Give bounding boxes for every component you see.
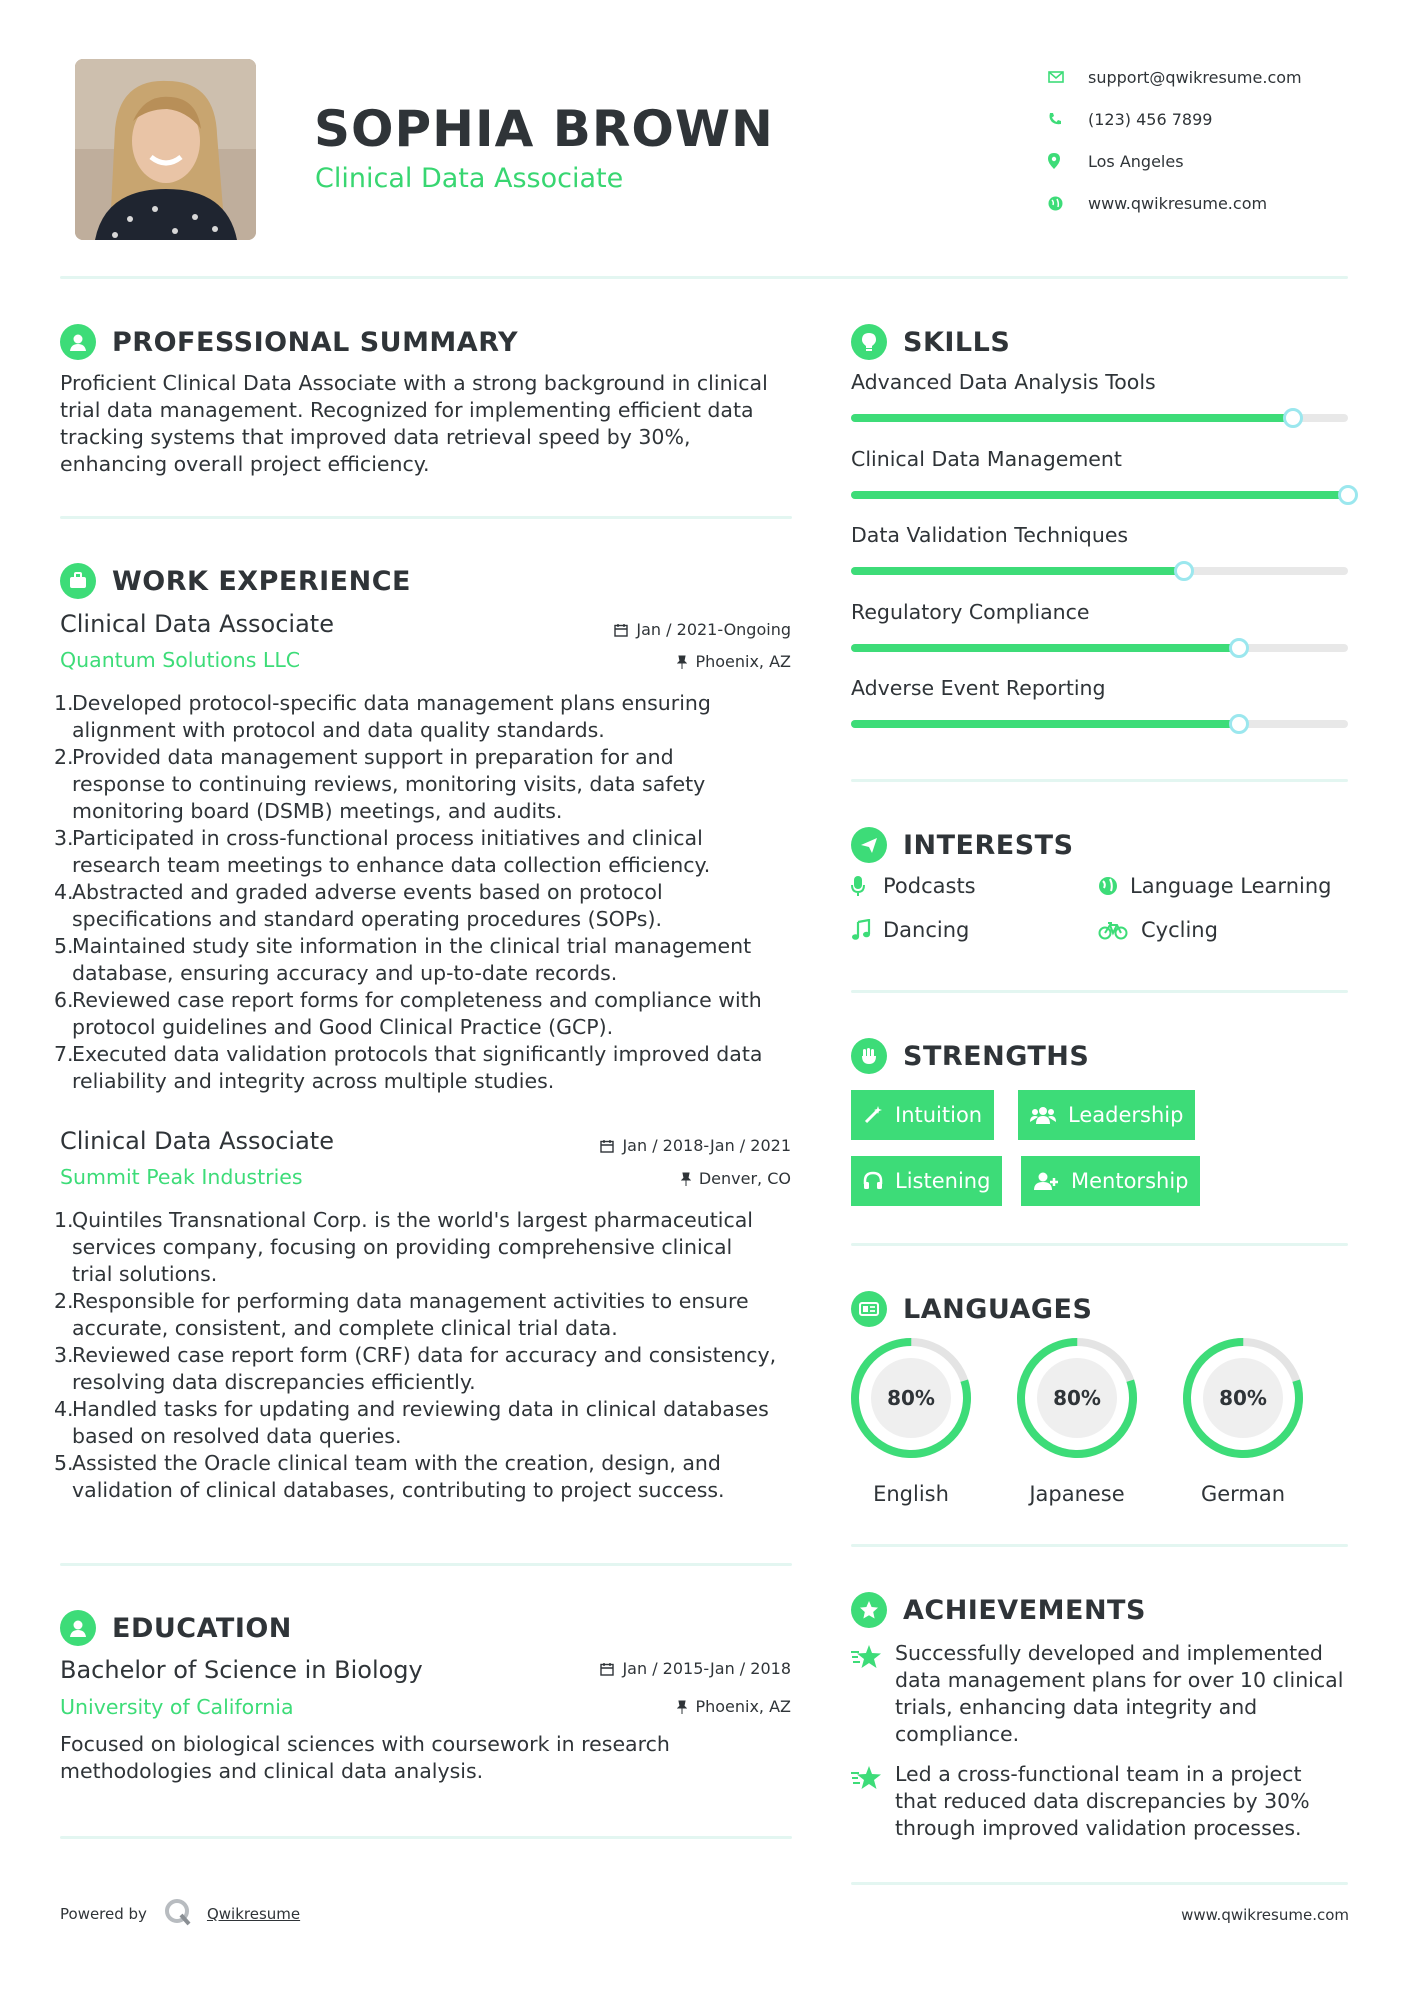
achievement-line: data management plans for over 10 clinical [895,1668,1344,1692]
skill-bar-fill [851,567,1184,575]
job-bullets [54,1207,814,1504]
job-location-text: Phoenix, AZ [695,652,791,671]
contact-email[interactable] [1048,56,1302,98]
list-item: 6. Reviewed case report forms for completeness and compliance with protocol guidelines and Good Clinical Practice (GCP). [54,988,762,1039]
skills-heading [851,324,1010,360]
skill-label: Adverse Event Reporting [851,676,1106,700]
list-item: 4. Abstracted and graded adverse events based on protocol specifications and standard operating procedures (SOPs). [54,880,663,931]
phone-icon [1048,110,1088,128]
magic-wand-icon [863,1105,883,1125]
language-name: Japanese [1029,1482,1125,1506]
powered-by-label: Powered by [60,1905,147,1923]
list-item: 1. Developed protocol-specific data management plans ensuring alignment with protocol and data quality standards. [54,691,711,742]
list-item: 5. Maintained study site information in the clinical trial management database, ensuring accuracy and up-to-date records. [54,934,752,985]
skill-bar [851,644,1348,652]
location-pin-icon [1048,152,1088,170]
work-title: WORK EXPERIENCE [112,565,411,597]
skill-bar-knob [1338,485,1358,505]
qwikresume-logo-icon [163,1897,193,1931]
strength-label: Listening [895,1169,991,1193]
user-plus-icon [1033,1171,1059,1191]
skill-bar [851,414,1348,422]
list-item: 5. Assisted the Oracle clinical team with the creation, design, and validation of clinical databases, contributing to project success. [54,1451,725,1502]
languages-heading [851,1291,1092,1327]
list-item: 2. Responsible for performing data management activities to ensure accurate, consistent, and complete clinical trial data. [54,1289,749,1340]
interest-label: Language Learning [1130,874,1332,898]
strength-label: Leadership [1068,1103,1184,1127]
interest-label: Dancing [883,918,970,942]
interest-podcasts [851,874,976,898]
education-location-text: Phoenix, AZ [695,1697,791,1716]
strength-tag-leadership [1018,1090,1195,1140]
job-date [600,1136,791,1155]
education-date [600,1659,791,1678]
achievement-line: that reduced data discrepancies by 30% [895,1789,1310,1813]
candidate-name: SOPHIA BROWN [314,100,774,158]
summary-line: enhancing overall project efficiency. [60,452,430,476]
interest-label: Podcasts [883,874,976,898]
contact-email-text: support@qwikresume.com [1088,67,1302,87]
list-item: 4. Handled tasks for updating and reviewing data in clinical databases based on resolved data queries. [54,1397,769,1448]
job-date-text: Jan / 2018-Jan / 2021 [622,1136,791,1155]
job-title: Clinical Data Associate [60,1127,334,1155]
globe-icon [1048,194,1088,212]
star-icon [851,1640,895,1748]
skill-label: Advanced Data Analysis Tools [851,370,1156,394]
graduation-icon [60,1610,96,1646]
summary-title: PROFESSIONAL SUMMARY [112,326,519,358]
globe-icon [1098,876,1130,896]
interest-dancing [851,918,969,942]
achievements-title: ACHIEVEMENTS [903,1594,1146,1626]
interests-heading [851,827,1074,863]
contact-location [1048,140,1302,182]
job-location-text: Denver, CO [698,1169,791,1188]
languages-title: LANGUAGES [903,1293,1093,1325]
job-location [681,1169,791,1188]
skill-bar [851,567,1348,575]
skill-label: Clinical Data Management [851,446,1122,471]
work-divider [60,1563,792,1566]
star-icon [851,1761,895,1842]
strength-label: Intuition [895,1103,983,1127]
microphone-icon [851,875,883,897]
education-description [60,1731,800,1785]
language-item [1015,1336,1139,1506]
skill-bar-fill [851,720,1239,728]
interests-divider [851,990,1348,993]
id-card-icon [851,1291,887,1327]
skill-bar-fill [851,491,1348,499]
pushpin-icon [681,1172,691,1186]
skills-divider [851,779,1348,782]
skills-title: SKILLS [903,326,1011,358]
skill-label: Data Validation Techniques [851,523,1129,547]
list-item: 3. Reviewed case report form (CRF) data for accuracy and consistency, resolving data discrepancies efficiently. [54,1343,777,1394]
contact-location-text: Los Angeles [1088,151,1184,171]
achievement-line: Led a cross-functional team in a project [895,1762,1302,1786]
summary-divider [60,516,792,519]
briefcase-icon [60,563,96,599]
job-date [614,620,791,639]
calendar-icon [600,1662,614,1676]
envelope-icon [1048,68,1088,86]
list-item: 1. Quintiles Transnational Corp. is the world's largest pharmaceutical services company, focusing on providing comprehensive clinical trial solutions. [54,1208,753,1286]
achievement-line: Successfully developed and implemented [895,1641,1323,1665]
contact-website-text: www.qwikresume.com [1088,193,1268,213]
interest-language-learning [1098,874,1331,898]
education-divider [60,1836,792,1839]
degree-title: Bachelor of Science in Biology [60,1656,423,1684]
lightbulb-icon [851,324,887,360]
skill-label: Regulatory Compliance [851,599,1090,624]
achievements-divider [851,1882,1348,1885]
contact-website[interactable] [1048,182,1302,224]
pushpin-icon [677,1700,687,1714]
footer-powered-by [60,1897,300,1931]
education-date-text: Jan / 2015-Jan / 2018 [622,1659,791,1678]
contact-phone[interactable] [1048,98,1302,140]
work-heading [60,563,411,599]
language-item [849,1336,973,1506]
skill-bar-knob [1174,561,1194,581]
strength-tag-listening [851,1156,1002,1206]
languages-divider [851,1544,1348,1547]
skill-bar [851,491,1348,499]
music-note-icon [851,919,883,941]
skill-bar-knob [1283,408,1303,428]
job-location [677,652,791,671]
job-title: Clinical Data Associate [60,610,334,638]
summary-line: trial data management. Recognized for implementing efficient data [60,398,754,422]
education-line: methodologies and clinical data analysis. [60,1759,484,1783]
strength-label: Mentorship [1071,1169,1189,1193]
user-circle-icon [60,324,96,360]
star-badge-icon [851,1592,887,1628]
language-item [1181,1336,1305,1506]
language-name: English [873,1482,949,1506]
calendar-icon [600,1139,614,1153]
job-date-text: Jan / 2021-Ongoing [636,620,791,639]
headphones-icon [863,1171,883,1191]
job-bullets [54,690,814,1095]
job-company: Summit Peak Industries [60,1165,303,1189]
summary-heading [60,324,518,360]
language-percent: 80% [1219,1386,1267,1410]
list-item: 2. Provided data management support in preparation for and response to continuing reviews, monitoring visits, data safety monitoring board (DSMB) meetings, and audits. [54,745,706,823]
strengths-title: STRENGTHS [903,1040,1090,1072]
language-name: German [1200,1482,1286,1506]
fist-icon [851,1038,887,1074]
education-line: Focused on biological sciences with coursework in research [60,1732,670,1756]
profile-photo [75,59,256,240]
summary-line: tracking systems that improved data retrieval speed by 30%, [60,425,691,449]
contact-phone-text: (123) 456 7899 [1088,109,1213,129]
language-percent: 80% [1053,1386,1101,1410]
skill-bar [851,720,1348,728]
achievement-item [851,1761,1351,1842]
education-title: EDUCATION [112,1612,292,1644]
skill-bar-fill [851,414,1293,422]
users-icon [1030,1105,1056,1125]
pushpin-icon [677,655,687,669]
paper-plane-icon [851,827,887,863]
summary-text [60,370,800,478]
footer-url[interactable]: www.qwikresume.com [1181,1906,1349,1924]
summary-line: Proficient Clinical Data Associate with a strong background in clinical [60,371,768,395]
strengths-heading [851,1038,1089,1074]
job-company: Quantum Solutions LLC [60,648,301,672]
skill-bar-knob [1229,638,1249,658]
school-name: University of California [60,1695,294,1719]
interests-title: INTERESTS [903,829,1074,861]
calendar-icon [614,623,628,637]
list-item: 7. Executed data validation protocols that significantly improved data reliability and integrity across multiple studies. [54,1042,763,1093]
strength-tag-mentorship [1021,1156,1200,1206]
bicycle-icon [1098,920,1141,940]
achievement-line: compliance. [895,1722,1020,1746]
strengths-divider [851,1243,1348,1246]
header-divider [60,276,1348,279]
education-heading [60,1610,292,1646]
qwikresume-link[interactable]: Qwikresume [206,1905,301,1923]
achievements-heading [851,1592,1146,1628]
interest-cycling [1098,918,1218,942]
interest-label: Cycling [1141,918,1218,942]
skill-bar-fill [851,644,1239,652]
language-percent: 80% [887,1386,935,1410]
skill-bar-knob [1229,714,1249,734]
achievement-line: trials, enhancing data integrity and [895,1695,1258,1719]
achievement-item [851,1640,1351,1748]
candidate-title: Clinical Data Associate [315,163,624,194]
education-location [677,1697,791,1716]
contact-list [1048,56,1302,224]
list-item: 3. Participated in cross-functional process initiatives and clinical research team meetings to enhance data collection efficiency. [54,826,711,877]
strength-tag-intuition [851,1090,994,1140]
achievement-line: through improved validation processes. [895,1816,1302,1840]
